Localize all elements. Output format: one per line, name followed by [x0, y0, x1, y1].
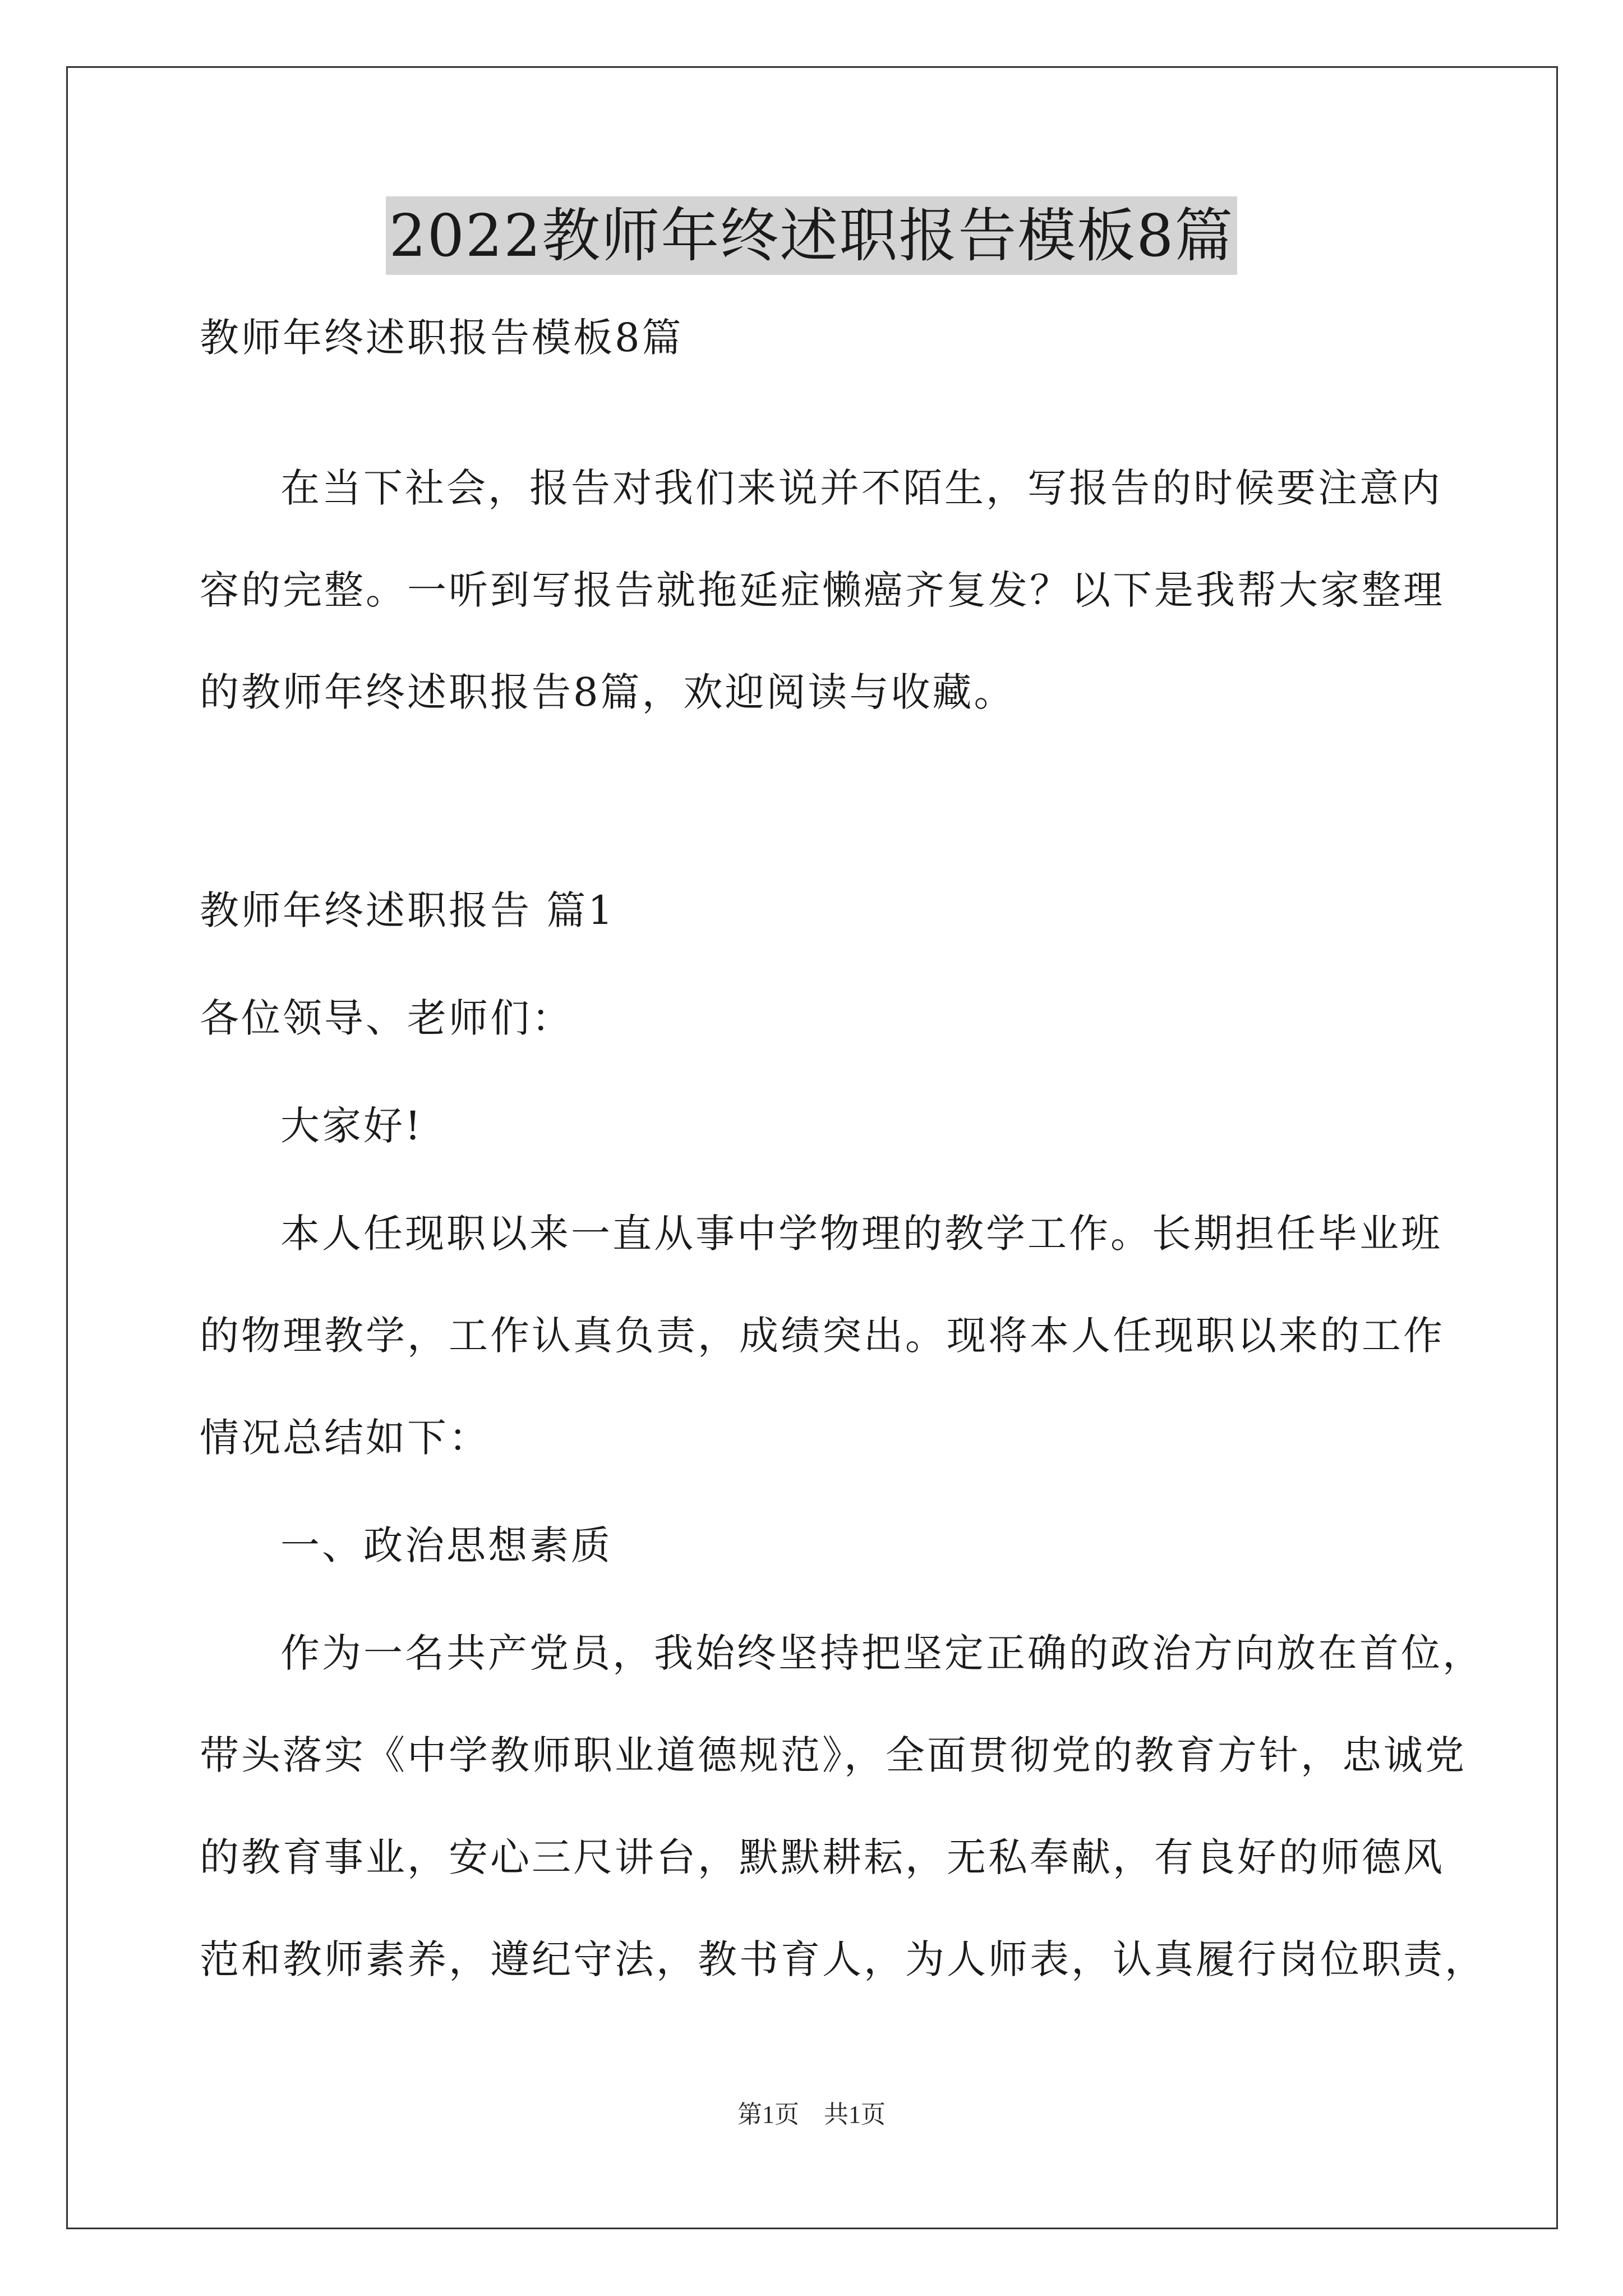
page-total: 共1页 — [824, 2101, 886, 2128]
document-subtitle: 教师年终述职报告模板8篇 — [200, 315, 684, 361]
page-number: 第1页 — [737, 2101, 799, 2128]
politics-line-3: 的教育事业，安心三尺讲台，默默耕耘，无私奉献，有良好的师德风 — [200, 1834, 1445, 1880]
intro-line-3: 的教师年终述职报告8篇，欢迎阅读与收藏。 — [200, 669, 1016, 715]
subsection-heading: 一、政治思想素质 — [280, 1522, 612, 1568]
salutation: 各位领导、老师们： — [200, 995, 573, 1041]
page-footer — [0, 2098, 1623, 2132]
title-container — [0, 196, 1623, 275]
intro-line-1: 在当下社会，报告对我们来说并不陌生，写报告的时候要注意内 — [280, 465, 1442, 511]
body-line-2: 的物理教学，工作认真负责，成绩突出。现将本人任现职以来的工作 — [200, 1313, 1445, 1359]
intro-line-2: 容的完整。一听到写报告就拖延症懒癌齐复发？以下是我帮大家整理 — [200, 567, 1445, 613]
politics-line-1: 作为一名共产党员，我始终坚持把坚定正确的政治方向放在首位， — [280, 1630, 1484, 1676]
body-line-1: 本人任现职以来一直从事中学物理的教学工作。长期担任毕业班 — [280, 1211, 1442, 1257]
politics-line-2: 带头落实《中学教师职业道德规范》，全面贯彻党的教育方针，忠诚党 — [200, 1732, 1467, 1778]
body-line-3: 情况总结如下： — [200, 1415, 490, 1461]
greeting: 大家好! — [280, 1103, 423, 1149]
document-title: 2022教师年终述职报告模板8篇 — [386, 196, 1238, 275]
section-heading: 教师年终述职报告 篇1 — [200, 887, 615, 933]
politics-line-4: 范和教师素养，遵纪守法，教书育人，为人师表，认真履行岗位职责， — [200, 1936, 1486, 1982]
